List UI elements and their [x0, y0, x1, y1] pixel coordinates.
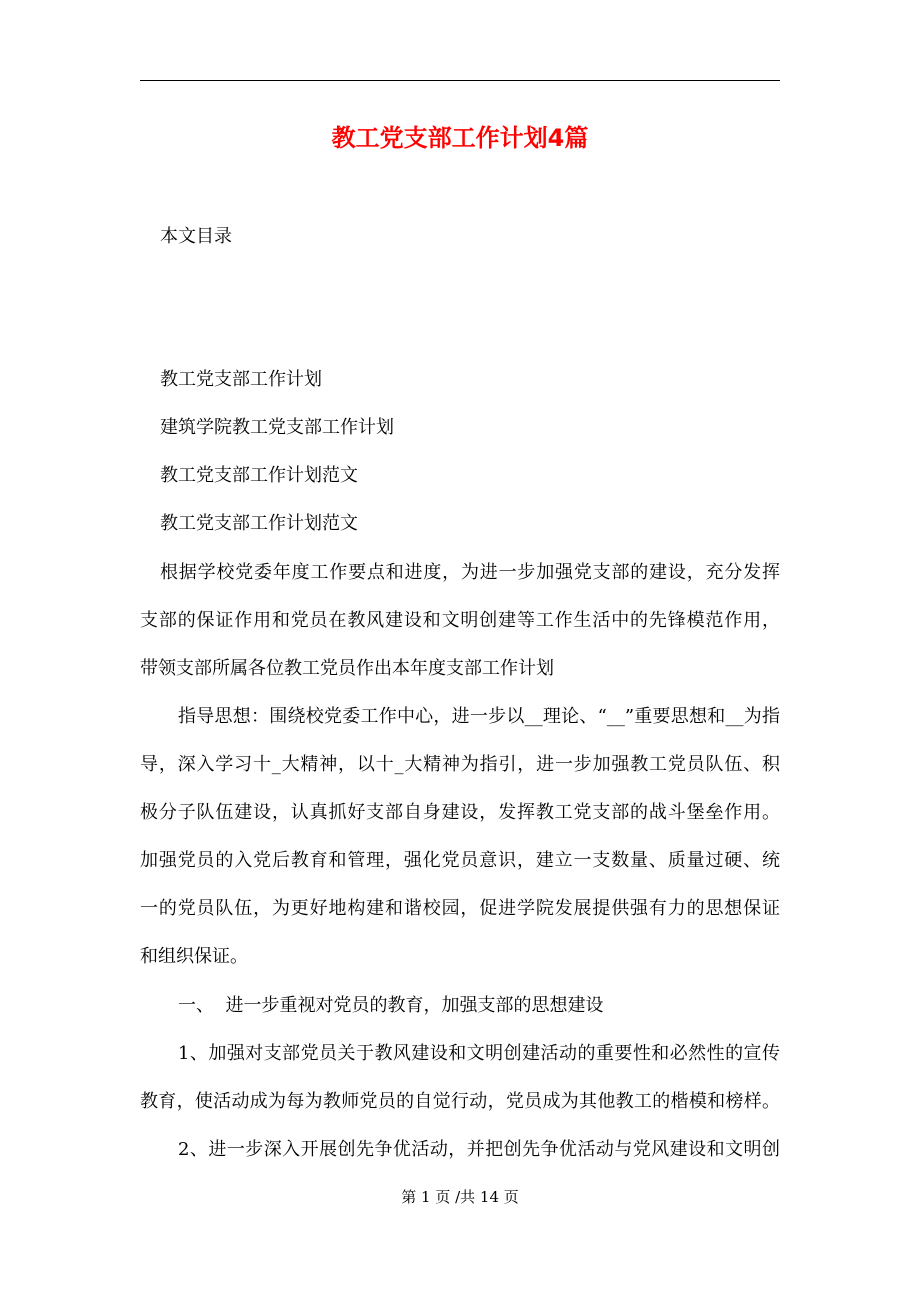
toc-item: 建筑学院教工党支部工作计划 [160, 417, 394, 438]
header-rule [140, 80, 780, 81]
body-line: 指导思想：围绕校党委工作中心，进一步以__理论、“__”重要思想和__为指 [178, 706, 780, 727]
body-line: 2、进一步深入开展创先争优活动，并把创先争优活动与党风建设和文明创 [178, 1139, 780, 1160]
body-line: 带领支部所属各位教工党员作出本年度支部工作计划 [140, 658, 554, 679]
body-line: 和组织保证。 [140, 946, 248, 967]
body-line: 支部的保证作用和党员在教风建设和文明创建等工作生活中的先锋模范作用， [140, 610, 780, 631]
body-line: 加强党员的入党后教育和管理，强化党员意识，建立一支数量、质量过硬、统 [140, 850, 780, 871]
section-heading: 一、 进一步重视对党员的教育，加强支部的思想建设 [178, 995, 604, 1016]
document-title: 教工党支部工作计划4篇 [331, 124, 589, 152]
page-footer: 第 1 页 /共 14 页 [401, 1188, 519, 1206]
body-line: 教育，使活动成为每为教师党员的自觉行动，党员成为其他教工的楷模和榜样。 [140, 1091, 780, 1112]
body-line: 极分子队伍建设，认真抓好支部自身建设，发挥教工党支部的战斗堡垒作用。 [140, 802, 780, 823]
body-line: 1、加强对支部党员关于教风建设和文明创建活动的重要性和必然性的宣传 [178, 1043, 780, 1064]
toc-heading: 本文目录 [160, 226, 232, 247]
body-line: 一的党员队伍，为更好地构建和谐校园，促进学院发展提供强有力的思想保证 [140, 898, 780, 919]
toc-item: 教工党支部工作计划范文 [160, 465, 358, 486]
toc-item: 教工党支部工作计划 [160, 369, 322, 390]
body-line: 根据学校党委年度工作要点和进度，为进一步加强党支部的建设，充分发挥 [160, 562, 780, 583]
toc-item: 教工党支部工作计划范文 [160, 513, 358, 534]
body-line: 导，深入学习十_大精神，以十_大精神为指引，进一步加强教工党员队伍、积 [140, 754, 780, 775]
